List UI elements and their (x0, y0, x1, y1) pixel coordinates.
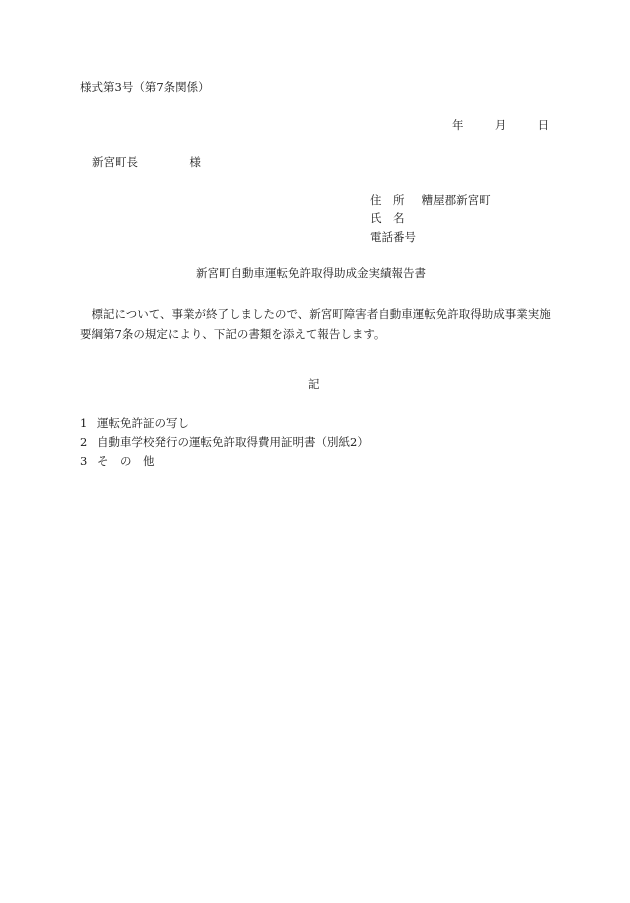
date-line (452, 120, 549, 132)
addressee (92, 157, 201, 169)
document-title: 新宮町自動車運転免許取得助成金実績報告書 (196, 266, 426, 280)
date-month-label: 月 (494, 118, 507, 132)
name-label: 氏 名 (370, 211, 405, 225)
list-item-text: 運転免許証の写し (97, 416, 189, 430)
applicant-phone-row (370, 232, 418, 244)
list-item-number: 1 (80, 416, 88, 430)
applicant-name-row (370, 213, 418, 225)
addressee-honorific: 様 (189, 155, 201, 169)
address-label: 住 所 (370, 193, 405, 207)
list-item-number: 2 (80, 435, 88, 449)
list-item-number: 3 (80, 454, 88, 468)
body-paragraph: 標記について、事業が終了しましたので、新宮町障害者自動車運転免許取得助成事業実施要綱第7条の規定により、下記の書類を添えて報告します。 (80, 307, 551, 341)
date-year-label: 年 (452, 118, 464, 132)
ki-heading: 記 (308, 377, 320, 391)
list-item (80, 437, 369, 449)
applicant-address-row (370, 195, 491, 207)
list-item (80, 456, 155, 468)
addressee-name: 新宮町長 (92, 155, 138, 169)
address-value: 糟屋郡新宮町 (421, 193, 491, 207)
form-number: 様式第3号（第7条関係） (80, 80, 210, 94)
phone-label: 電話番号 (370, 230, 416, 244)
date-day-label: 日 (537, 118, 550, 132)
list-item (80, 418, 189, 430)
list-item-text: 自動車学校発行の運転免許取得費用証明書（別紙2） (97, 435, 369, 449)
list-item-text: そ の 他 (97, 454, 155, 468)
